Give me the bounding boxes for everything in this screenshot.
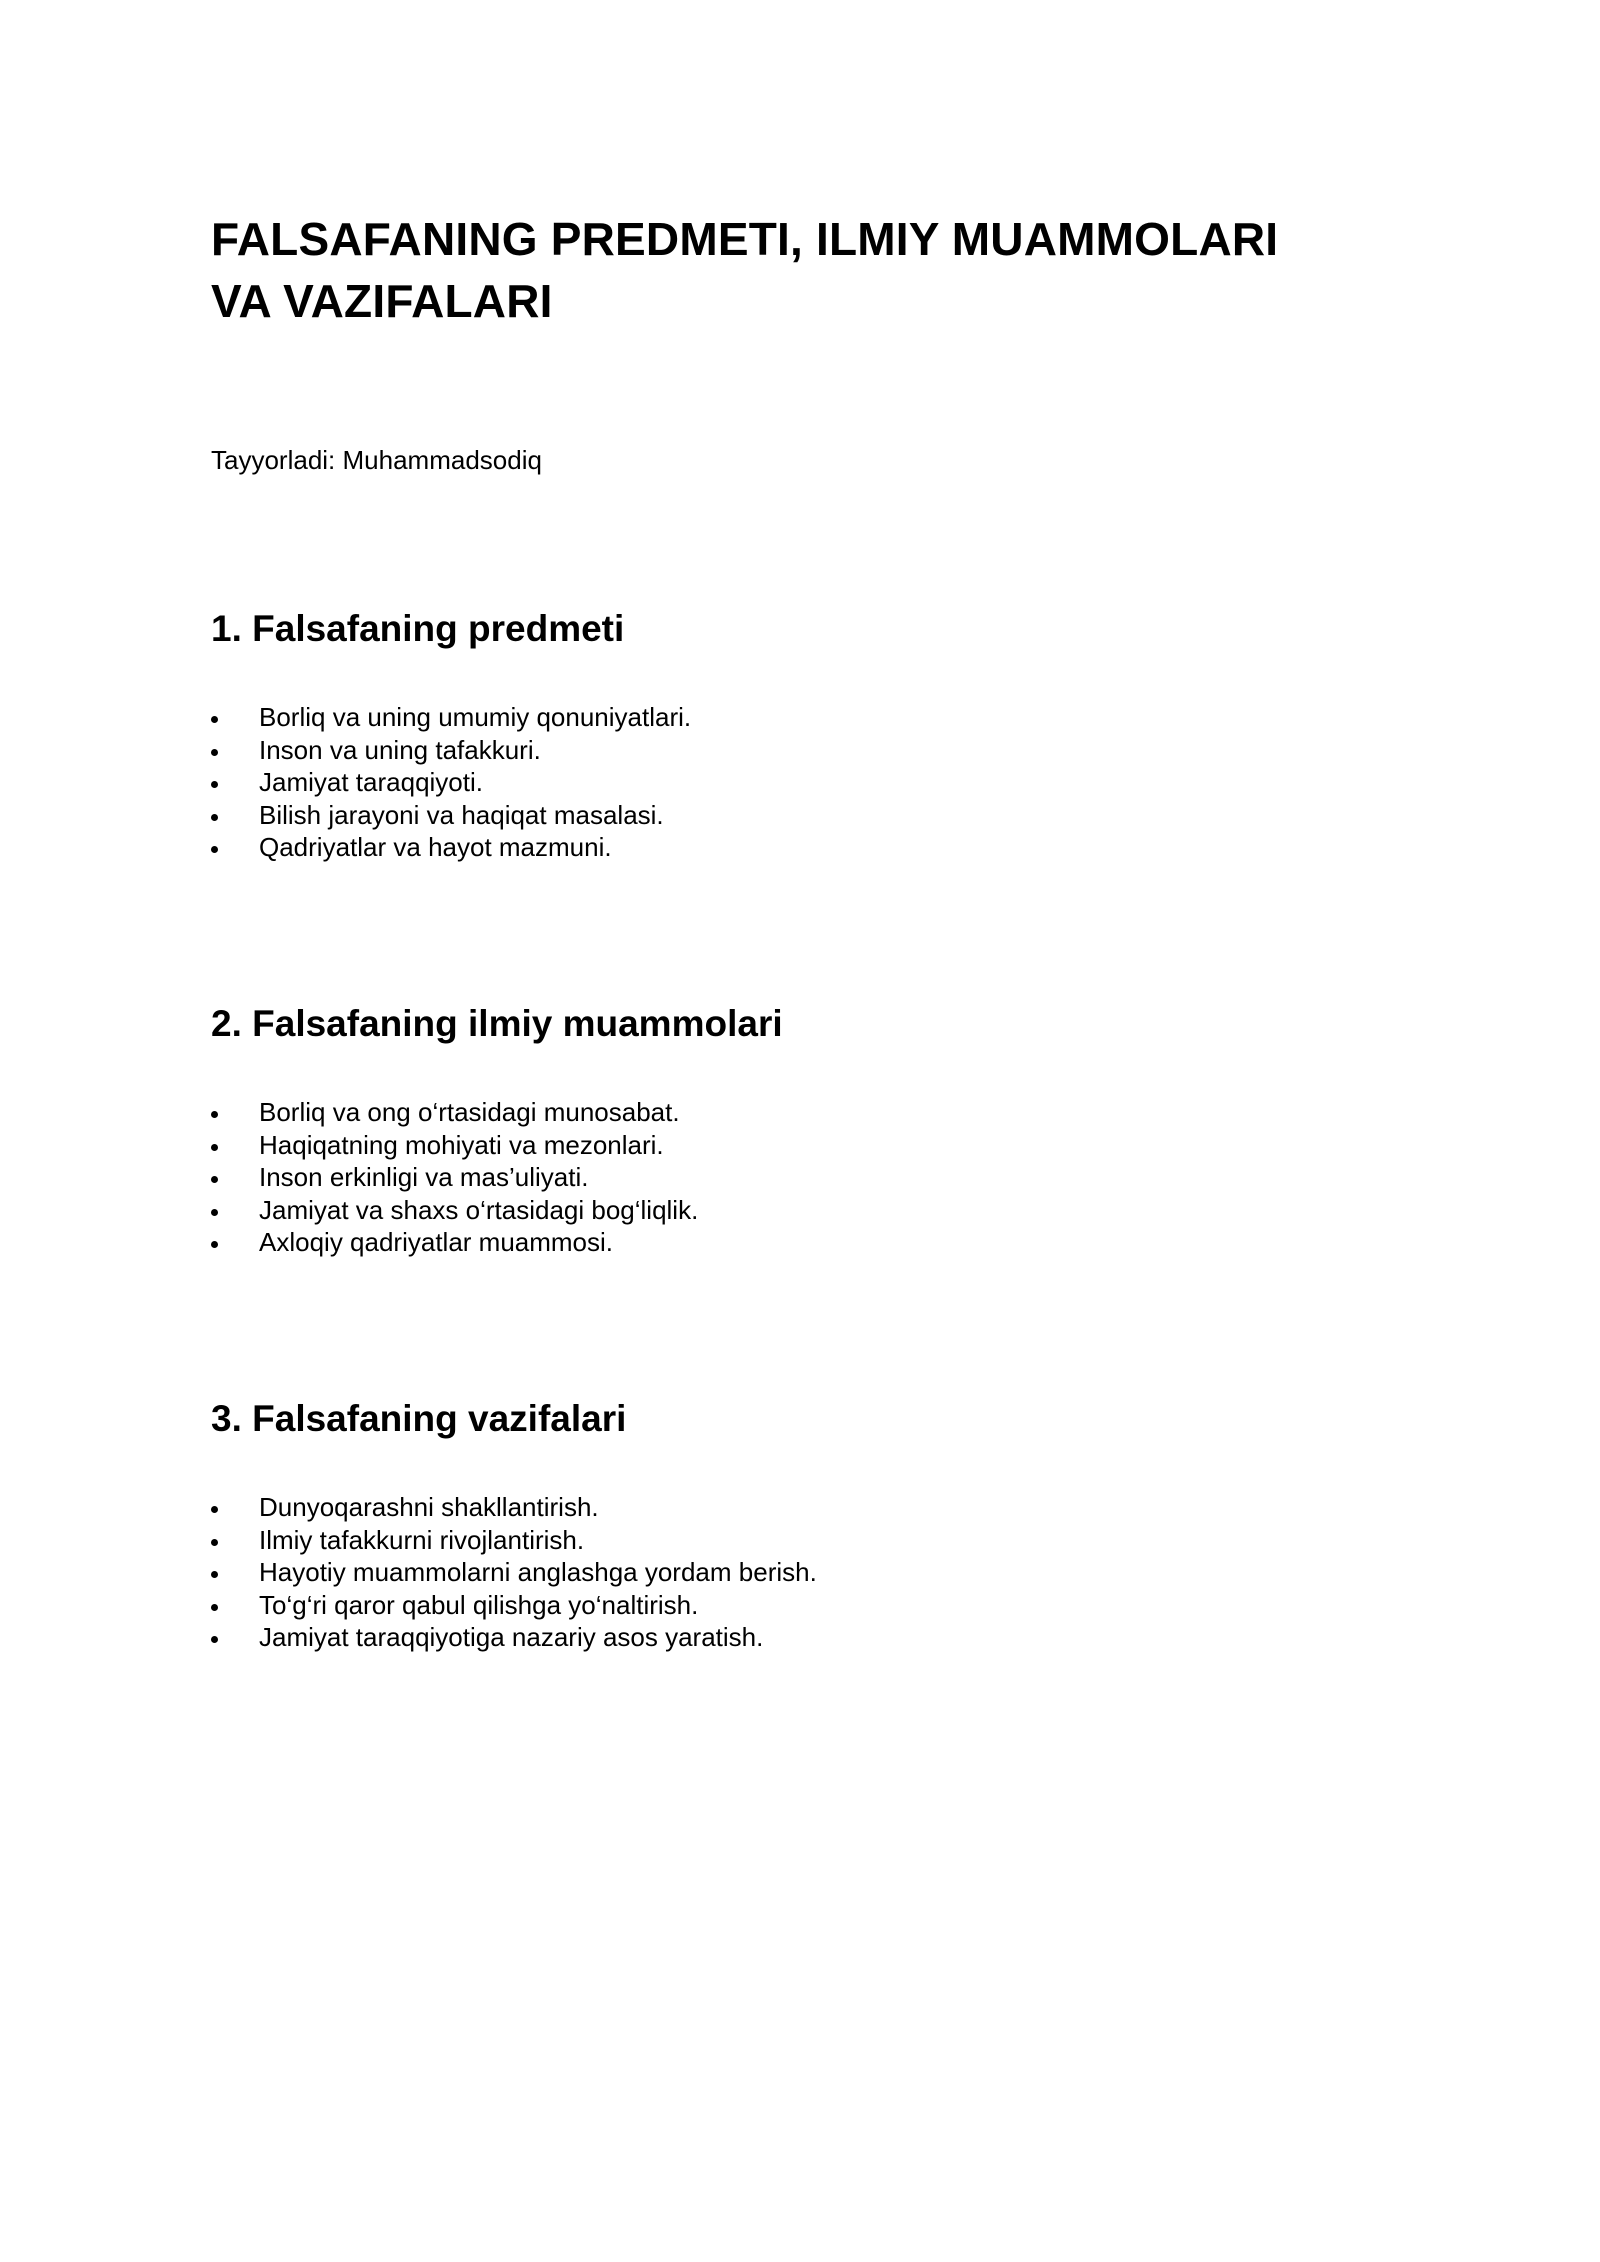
bullet-icon — [211, 1571, 218, 1578]
bullet-icon — [211, 1209, 218, 1216]
list-item-text: Borliq va uning umumiy qonuniyatlari. — [259, 702, 692, 732]
section-vazifalari — [211, 1396, 1411, 1652]
list-item — [211, 1589, 817, 1622]
list-item-text: Jamiyat va shaxs o‘rtasidagi bog‘liqlik. — [259, 1194, 699, 1225]
section-heading: 2. Falsafaning ilmiy muammolari — [211, 1003, 783, 1044]
section-heading: 3. Falsafaning vazifalari — [211, 1398, 627, 1439]
document-title — [211, 208, 1411, 332]
list-item-text: Borliq va ong o‘rtasidagi munosabat. — [259, 1097, 680, 1127]
bullet-list — [211, 701, 691, 864]
bullet-icon — [211, 1176, 218, 1183]
list-item-text: Jamiyat taraqqiyoti. — [259, 767, 483, 797]
bullet-list — [211, 1491, 817, 1654]
bullet-icon — [211, 1506, 218, 1513]
list-item — [211, 1621, 817, 1654]
list-item — [211, 1556, 817, 1589]
bullet-icon — [211, 1539, 218, 1546]
list-item — [211, 1129, 698, 1162]
section-predmeti — [211, 606, 1411, 862]
bullet-icon — [211, 749, 218, 756]
list-item-text: Inson va uning tafakkuri. — [259, 734, 541, 765]
list-item — [211, 701, 691, 734]
bullet-icon — [211, 1241, 218, 1248]
list-item — [211, 1194, 698, 1227]
list-item-text: Qadriyatlar va hayot mazmuni. — [259, 832, 612, 862]
list-item-text: Jamiyat taraqqiyotiga nazariy asos yaratish. — [259, 1622, 764, 1652]
list-item-text: Axloqiy qadriyatlar muammosi. — [259, 1227, 614, 1257]
list-item — [211, 831, 691, 864]
list-item — [211, 799, 691, 832]
list-item-text: Bilish jarayoni va haqiqat masalasi. — [259, 799, 664, 830]
section-heading: 1. Falsafaning predmeti — [211, 608, 625, 649]
list-item-text: Hayotiy muammolarni anglashga yordam berish. — [259, 1557, 817, 1587]
author-line: Tayyorladi: Muhammadsodiq — [211, 445, 542, 475]
bullet-icon — [211, 814, 218, 821]
bullet-icon — [211, 781, 218, 788]
section-ilmiy-muammolari — [211, 1001, 1411, 1257]
list-item-text: Haqiqatning mohiyati va mezonlari. — [259, 1129, 664, 1160]
list-item — [211, 734, 691, 767]
list-item-text: Dunyoqarashni shakllantirish. — [259, 1492, 599, 1522]
bullet-icon — [211, 1111, 218, 1118]
list-item — [211, 766, 691, 799]
list-item — [211, 1524, 817, 1557]
list-item-text: To‘g‘ri qaror qabul qilishga yo‘naltirish. — [259, 1589, 699, 1620]
document-title-line-2: VA VAZIFALARI — [211, 275, 553, 327]
bullet-icon — [211, 716, 218, 723]
list-item — [211, 1161, 698, 1194]
bullet-icon — [211, 1604, 218, 1611]
bullet-icon — [211, 846, 218, 853]
bullet-icon — [211, 1636, 218, 1643]
list-item — [211, 1491, 817, 1524]
list-item-text: Inson erkinligi va mas’uliyati. — [259, 1162, 589, 1192]
list-item — [211, 1226, 698, 1259]
bullet-icon — [211, 1144, 218, 1151]
list-item — [211, 1096, 698, 1129]
list-item-text: Ilmiy tafakkurni rivojlantirish. — [259, 1524, 585, 1555]
bullet-list — [211, 1096, 698, 1259]
document-title-line-1: FALSAFANING PREDMETI, ILMIY MUAMMOLARI — [211, 213, 1279, 265]
